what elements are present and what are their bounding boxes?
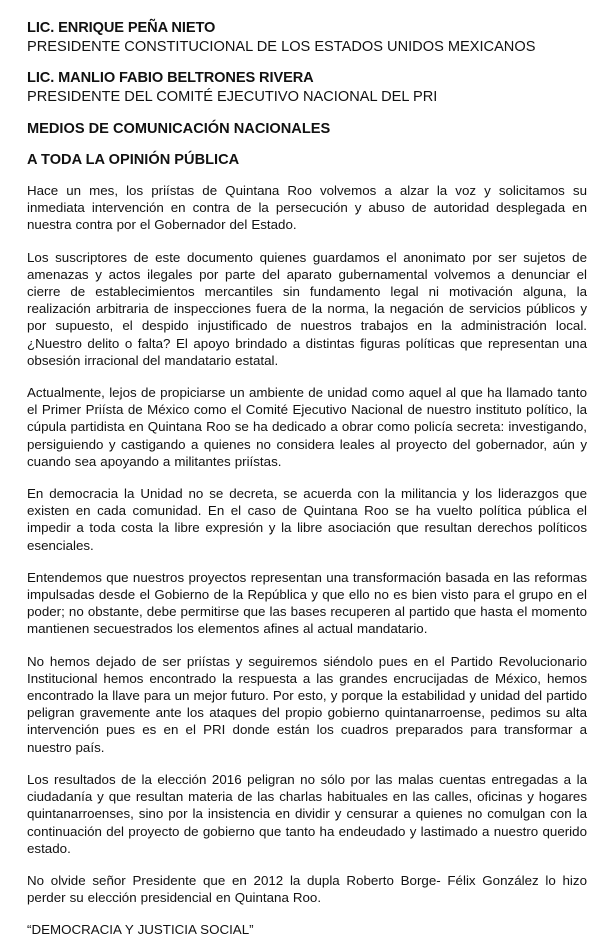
addressee-role: PRESIDENTE CONSTITUCIONAL DE LOS ESTADOS UNIDOS MEXICANOS: [27, 39, 536, 55]
closing-slogan: “DEMOCRACIA Y JUSTICIA SOCIAL”: [27, 922, 254, 938]
letter-body: [27, 182, 587, 939]
body-paragraph: No hemos dejado de ser priístas y seguiremos siéndolo pues en el Partido Revolucionario Institucional hemos encontrado la respuesta a las grandes encrucijadas de México, hemos encontrado la llave para un mejor futuro. Por esto, y porque la estabilidad y unidad del partido peligran gravemente ante los ataques del propio gobierno quintanarroense, pedimos su alta intervención pues es en el PRI donde están los cuadros preparados para transformar a nuestro país.: [27, 653, 587, 755]
addressee-name: LIC. MANLIO FABIO BELTRONES RIVERA: [27, 70, 314, 86]
addressee-role: PRESIDENTE DEL COMITÉ EJECUTIVO NACIONAL DEL PRI: [27, 89, 438, 105]
body-paragraph: Actualmente, lejos de propiciarse un ambiente de unidad como aquel al que ha llamado tanto el Primer Priísta de México como el Comité Ejecutivo Nacional de nuestro instituto político, la cúpula partidista en Quintana Roo se ha dedicado a obrar como policía secreta: investigando, persiguiendo y castigando a quienes no considera leales al proyecto del gobernador, aún y cuando sea apoyando a militantes priístas.: [27, 385, 587, 469]
body-paragraph: Los resultados de la elección 2016 peligran no sólo por las malas cuentas entregadas a la ciudadanía y que resultan materia de las charlas habituales en las calles, oficinas y hogares quintanarroenses, sino por la insistencia en dividir y censurar a quienes no comulgan con la continuación del proyecto de gobierno que tanto ha endeudado y lastimado a nuestro querido estado.: [27, 771, 587, 856]
heading-public-opinion: A TODA LA OPINIÓN PÚBLICA: [27, 152, 240, 168]
addressee-name: LIC. ENRIQUE PEÑA NIETO: [27, 20, 216, 36]
addressee-block-party-leader: [27, 69, 587, 107]
body-paragraph: Entendemos que nuestros proyectos representan una transformación basada en las reformas impulsadas desde el Gobierno de la República y que ello no es bien visto para el grupo en el poder; no obstante, debe permitirse que las bases recuperen al partido que hasta el momento mantienen secuestrados los elementos afines al actual mandatario.: [27, 569, 587, 637]
body-paragraph: No olvide señor Presidente que en 2012 la dupla Roberto Borge- Félix González lo hizo perder su elección presidencial en Quintana Roo.: [27, 872, 587, 906]
heading-media: MEDIOS DE COMUNICACIÓN NACIONALES: [27, 121, 331, 137]
body-paragraph: Los suscriptores de este documento quienes guardamos el anonimato por ser sujetos de amenazas y actos ilegales por parte del aparato gubernamental volvemos a denunciar el cierre de establecimientos mercantiles sin fundamento legal ni motivación alguna, la realización arbitraria de inspecciones fuera de la norma, la negación de servicios públicos y por supuesto, el despido injustificado de nuestros trabajos en la administración local. ¿Nuestro delito o falta? El apoyo brindado a distintas figuras políticas que representan una obsesión irracional del mandatario estatal.: [27, 249, 587, 368]
body-paragraph: En democracia la Unidad no se decreta, se acuerda con la militancia y los liderazgos que existen en cada comunidad. En el caso de Quintana Roo se ha vuelto política pública el impedir a toda costa la libre expresión y la libre asociación que resultan derechos políticos esenciales.: [27, 486, 587, 553]
body-paragraph: Hace un mes, los priístas de Quintana Roo volvemos a alzar la voz y solicitamos su inmediata intervención en contra de la persecución y abuso de autoridad desplegada en nuestra contra por el Gobernador del Estado.: [27, 183, 587, 233]
addressee-block-president: [27, 19, 587, 57]
